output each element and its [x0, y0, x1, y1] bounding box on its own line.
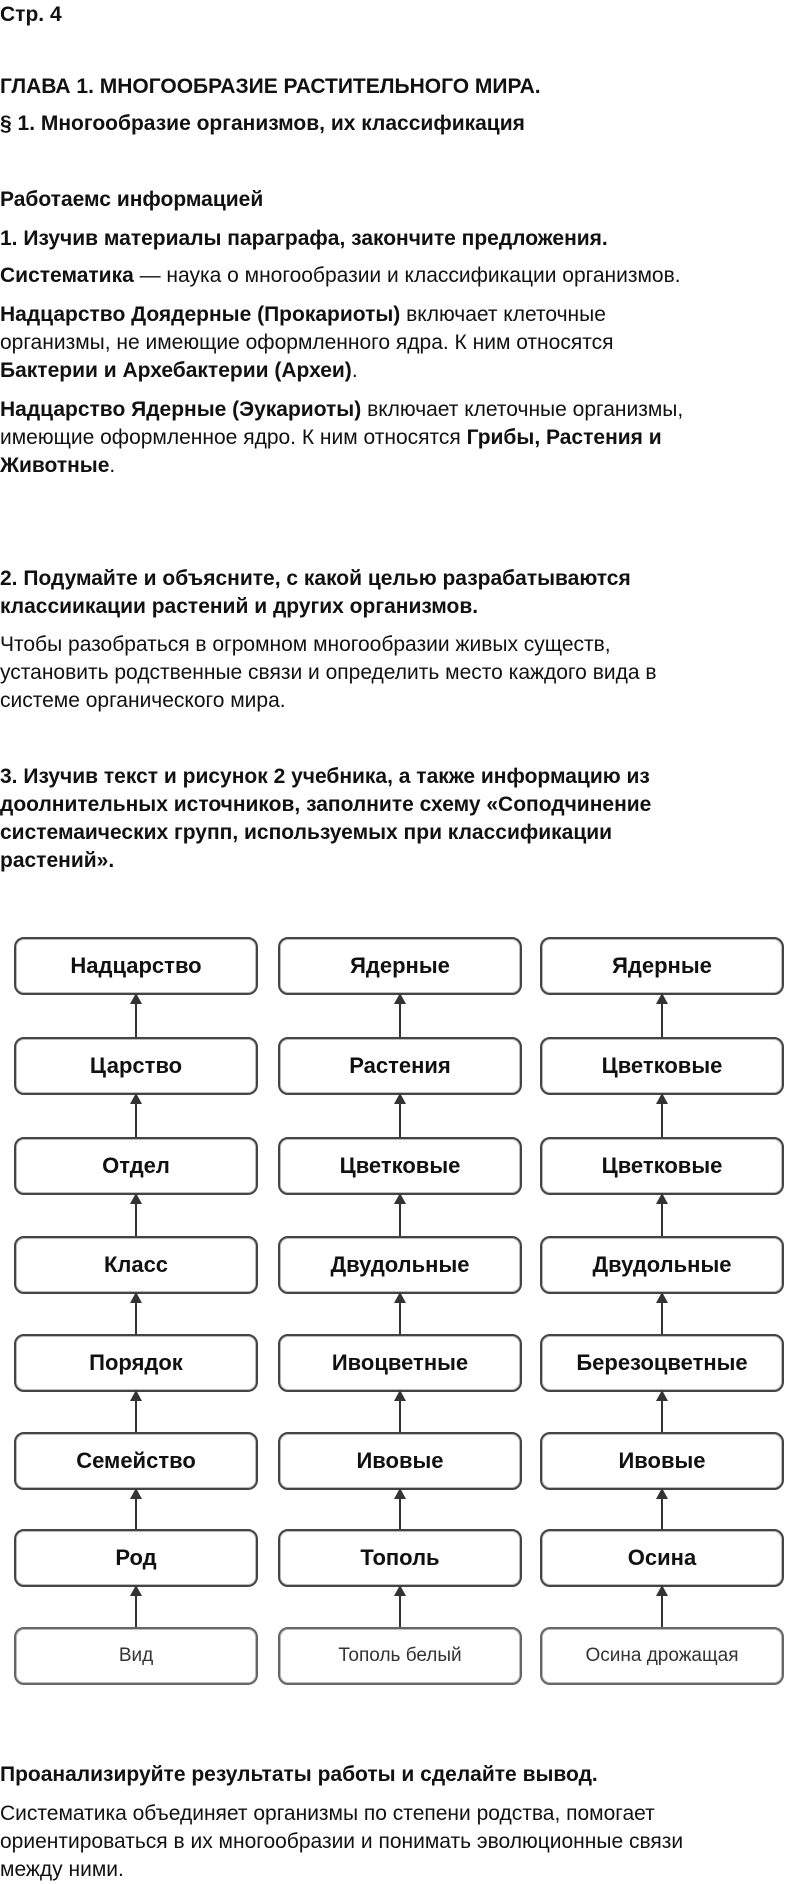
chapter-title: ГЛАВА 1. МНОГООБРАЗИЕ РАСТИТЕЛЬНОГО МИРА.: [0, 75, 541, 98]
task1-p1-rest: — наука о многообразии и классификации организмов.: [133, 264, 681, 287]
term-systematics: Систематика: [0, 264, 134, 287]
task1-p3-rest1: включает клеточные организмы,: [361, 398, 684, 421]
conclusion-answer-line1: Систематика объединяет организмы по степени родства, помогает: [0, 1802, 655, 1825]
scheme-box: Отдел: [14, 1137, 258, 1195]
scheme-box: Осина дрожащая: [540, 1627, 784, 1685]
scheme-box: Двудольные: [540, 1236, 784, 1294]
up-arrow-icon: [661, 1587, 663, 1627]
up-arrow-icon: [135, 1195, 137, 1236]
conclusion-answer-line2: ориентироваться в их многообразии и понимать эволюционные связи: [0, 1830, 684, 1853]
scheme-box: Растения: [278, 1037, 522, 1095]
conclusion-question: Проанализируйте результаты работы и сделайте вывод.: [0, 1763, 598, 1786]
scheme-box: Род: [14, 1529, 258, 1587]
task1-p2-rest1: включает клеточные: [400, 303, 606, 326]
page-label: Стр. 4: [0, 3, 62, 26]
scheme-box: Двудольные: [278, 1236, 522, 1294]
task3-question-line4: растений».: [0, 849, 115, 872]
up-arrow-icon: [399, 1294, 401, 1334]
up-arrow-icon: [135, 1490, 137, 1529]
scheme-box: Ивоцветные: [278, 1334, 522, 1392]
term-kingdoms: Грибы, Растения и: [466, 426, 662, 449]
up-arrow-icon: [399, 1392, 401, 1432]
up-arrow-icon: [135, 1095, 137, 1137]
scheme-box: Осина: [540, 1529, 784, 1587]
task3-question-line3: системаических групп, используемых при классификации: [0, 821, 613, 844]
scheme-box: Царство: [14, 1037, 258, 1095]
task1-paragraph3-line3: [0, 451, 115, 480]
term-eukaryotes: Надцарство Ядерные (Эукариоты): [0, 398, 362, 421]
up-arrow-icon: [399, 1195, 401, 1236]
up-arrow-icon: [399, 1587, 401, 1627]
scheme-box: Надцарство: [14, 937, 258, 995]
up-arrow-icon: [135, 1392, 137, 1432]
task1-paragraph1: [0, 261, 681, 290]
task1-paragraph2-line1: [0, 300, 606, 329]
subtitle: Работаемс информацией: [0, 188, 264, 211]
up-arrow-icon: [399, 995, 401, 1037]
up-arrow-icon: [661, 1294, 663, 1334]
scheme-box: Ивовые: [278, 1432, 522, 1490]
task2-answer-line3: системе органического мира.: [0, 689, 286, 712]
scheme-box: Березоцветные: [540, 1334, 784, 1392]
term-animals: Животные: [0, 454, 110, 477]
up-arrow-icon: [135, 1587, 137, 1627]
conclusion-answer-line3: между ними.: [0, 1858, 124, 1881]
up-arrow-icon: [661, 1195, 663, 1236]
task2-question-line1: 2. Подумайте и объясните, с какой целью разрабатываются: [0, 567, 631, 590]
scheme-box: Ивовые: [540, 1432, 784, 1490]
scheme-box: Семейство: [14, 1432, 258, 1490]
scheme-box: Цветковые: [278, 1137, 522, 1195]
up-arrow-icon: [135, 995, 137, 1037]
task1-paragraph2-line3: [0, 356, 358, 385]
scheme-box: Цветковые: [540, 1037, 784, 1095]
task2-answer-line1: Чтобы разобраться в огромном многообразии живых существ,: [0, 633, 611, 656]
scheme-box: Класс: [14, 1236, 258, 1294]
up-arrow-icon: [661, 1392, 663, 1432]
up-arrow-icon: [661, 1490, 663, 1529]
section-title: § 1. Многообразие организмов, их классификация: [0, 112, 525, 135]
up-arrow-icon: [661, 995, 663, 1037]
task2-question-line2: классиикации растений и других организмов.: [0, 595, 479, 618]
scheme-box: Вид: [14, 1627, 258, 1685]
task2-answer-line2: установить родственные связи и определить место каждого вида в: [0, 661, 657, 684]
task1-p3-end: .: [109, 454, 116, 477]
up-arrow-icon: [135, 1294, 137, 1334]
scheme-box: Цветковые: [540, 1137, 784, 1195]
task3-question-line1: 3. Изучив текст и рисунок 2 учебника, а также информацию из: [0, 765, 650, 788]
up-arrow-icon: [661, 1095, 663, 1137]
scheme-box: Тополь: [278, 1529, 522, 1587]
term-bacteria: Бактерии и Архебактерии (Археи): [0, 359, 352, 382]
task1-p3-line2a: имеющие оформленное ядро. К ним относятся: [0, 426, 467, 449]
task1-paragraph3-line1: [0, 395, 683, 424]
task1-question: 1. Изучив материалы параграфа, закончите предложения.: [0, 227, 608, 250]
scheme-box: Ядерные: [540, 937, 784, 995]
task1-paragraph2-line2: организмы, не имеющие оформленного ядра. К ним относятся: [0, 331, 614, 354]
task1-paragraph3-line2: [0, 423, 662, 452]
up-arrow-icon: [399, 1490, 401, 1529]
scheme-box: Ядерные: [278, 937, 522, 995]
scheme-box: Порядок: [14, 1334, 258, 1392]
scheme-box: Тополь белый: [278, 1627, 522, 1685]
task1-p2-end: .: [351, 359, 358, 382]
up-arrow-icon: [399, 1095, 401, 1137]
task3-question-line2: доолнительных источников, заполните схему «Соподчинение: [0, 793, 652, 816]
term-prokaryotes: Надцарство Доядерные (Прокариоты): [0, 303, 401, 326]
